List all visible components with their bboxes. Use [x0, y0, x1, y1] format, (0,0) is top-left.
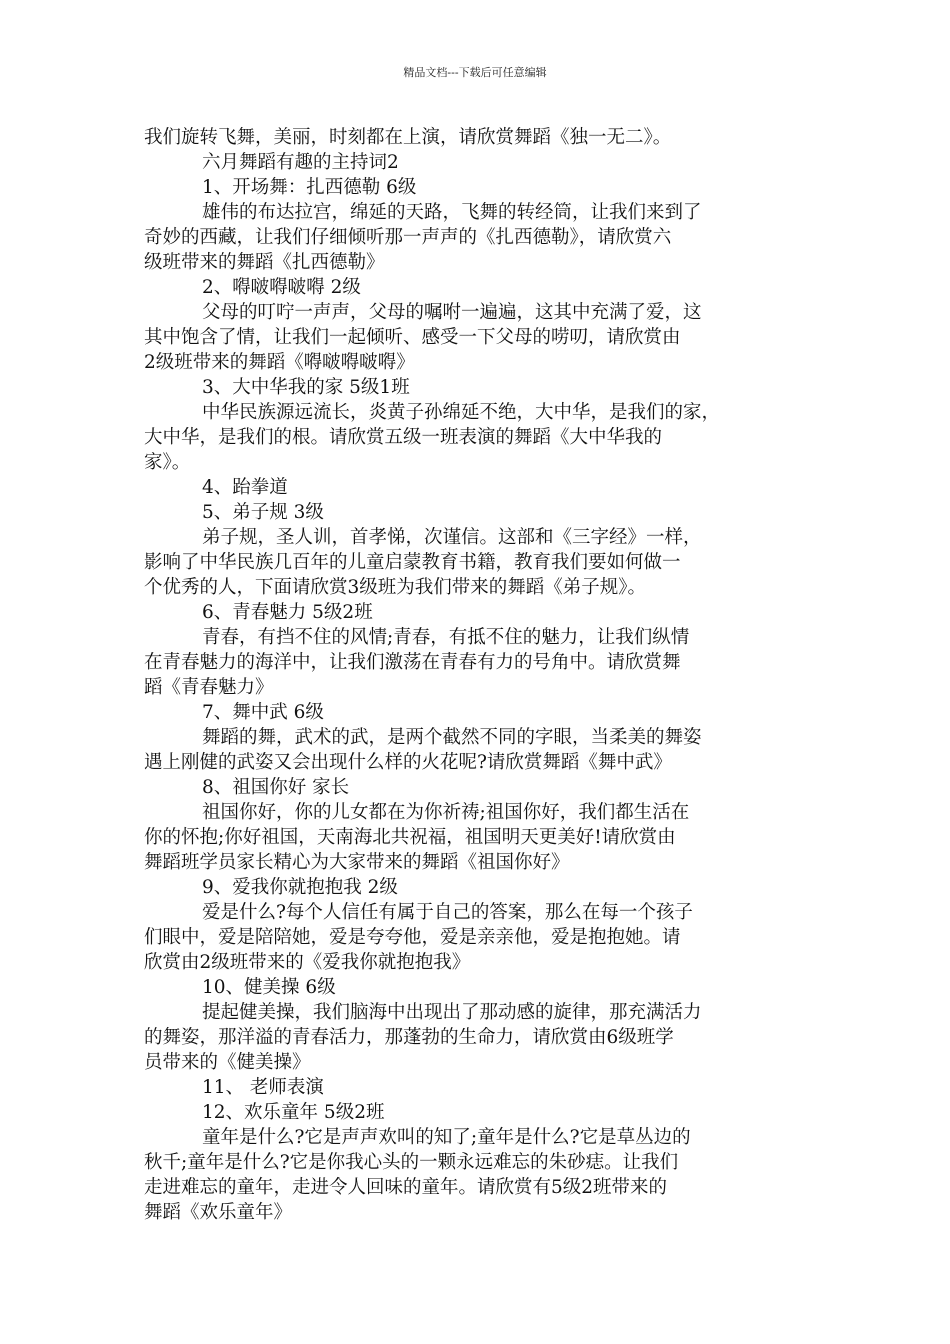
text-line: 5、弟子规 3级	[202, 502, 324, 523]
text-line: 雄伟的布达拉宫，绵延的天路，飞舞的转经筒，让我们来到了	[202, 202, 702, 223]
text-line: 父母的叮咛一声声，父母的嘱咐一遍遍，这其中充满了爱，这	[202, 302, 702, 323]
text-line: 蹈《青春魅力》	[144, 677, 274, 698]
document-body	[144, 125, 809, 1225]
text-line: 你的怀抱;你好祖国，天南海北共祝福，祖国明天更美好!请欣赏由	[144, 827, 676, 848]
text-line: 们眼中，爱是陪陪她，爱是夸夸他，爱是亲亲他，爱是抱抱她。请	[144, 927, 681, 948]
text-line: 其中饱含了情，让我们一起倾听、感受一下父母的唠叨，请欣赏由	[144, 327, 681, 348]
text-line: 提起健美操，我们脑海中出现出了那动感的旋律，那充满活力	[202, 1002, 702, 1023]
text-line: 欣赏由2级班带来的《爱我你就抱抱我》	[144, 952, 471, 973]
text-line: 秋千;童年是什么?它是你我心头的一颗永远难忘的朱砂痣。让我们	[144, 1152, 679, 1173]
text-line: 9、爱我你就抱抱我 2级	[202, 877, 398, 898]
text-line: 走进难忘的童年，走进令人回味的童年。请欣赏有5级2班带来的	[144, 1177, 668, 1198]
text-line: 童年是什么?它是声声欢叫的知了;童年是什么?它是草丛边的	[202, 1127, 691, 1148]
text-line: 12、欢乐童年 5级2班	[202, 1102, 385, 1123]
text-line: 3、大中华我的家 5级1班	[202, 377, 410, 398]
text-line: 10、健美操 6级	[202, 977, 336, 998]
text-line: 7、舞中武 6级	[202, 702, 324, 723]
text-line: 大中华，是我们的根。请欣赏五级一班表演的舞蹈《大中华我的	[144, 427, 663, 448]
text-line: 2、嘚啵嘚啵嘚 2级	[202, 277, 361, 298]
text-line: 1、开场舞：扎西德勒 6级	[202, 177, 417, 198]
text-line: 祖国你好，你的儿女都在为你祈祷;祖国你好，我们都生活在	[202, 802, 690, 823]
text-line: 级班带来的舞蹈《扎西德勒》	[144, 252, 385, 273]
text-line: 个优秀的人，下面请欣赏3级班为我们带来的舞蹈《弟子规》。	[144, 577, 647, 598]
text-line: 我们旋转飞舞，美丽，时刻都在上演，请欣赏舞蹈《独一无二》。	[144, 127, 672, 148]
text-line: 中华民族源远流长，炎黄子孙绵延不绝，大中华，是我们的家，	[202, 402, 721, 423]
text-line: 青春，有挡不住的风情;青春，有抵不住的魅力，让我们纵情	[202, 627, 690, 648]
text-line: 奇妙的西藏，让我们仔细倾听那一声声的《扎西德勒》，请欣赏六	[144, 227, 672, 248]
text-line: 8、祖国你好 家长	[202, 777, 350, 798]
page-header: 精品文档---下载后可任意编辑	[403, 66, 547, 79]
text-line: 六月舞蹈有趣的主持词2	[202, 152, 399, 173]
text-line: 爱是什么?每个人信任有属于自己的答案，那么在每一个孩子	[202, 902, 693, 923]
text-line: 家》。	[144, 452, 191, 473]
text-line: 弟子规，圣人训，首孝悌，次谨信。这部和《三字经》一样，	[202, 527, 702, 548]
text-line: 6、青春魅力 5级2班	[202, 602, 373, 623]
text-line: 影响了中华民族几百年的儿童启蒙教育书籍，教育我们要如何做一	[144, 552, 681, 573]
text-line: 舞蹈班学员家长精心为大家带来的舞蹈《祖国你好》	[144, 852, 570, 873]
text-line: 在青春魅力的海洋中，让我们激荡在青春有力的号角中。请欣赏舞	[144, 652, 681, 673]
text-line: 舞蹈《欢乐童年》	[144, 1202, 293, 1223]
text-line: 4、跆拳道	[202, 477, 288, 498]
text-line: 的舞姿，那洋溢的青春活力，那蓬勃的生命力，请欣赏由6级班学	[144, 1027, 674, 1048]
text-line: 员带来的《健美操》	[144, 1052, 311, 1073]
text-line: 2级班带来的舞蹈《嘚啵嘚啵嘚》	[144, 352, 415, 373]
text-line: 遇上刚健的武姿又会出现什么样的火花呢?请欣赏舞蹈《舞中武》	[144, 752, 672, 773]
text-line: 11、 老师表演	[202, 1077, 324, 1098]
text-line: 舞蹈的舞，武术的武，是两个截然不同的字眼，当柔美的舞姿	[202, 727, 702, 748]
